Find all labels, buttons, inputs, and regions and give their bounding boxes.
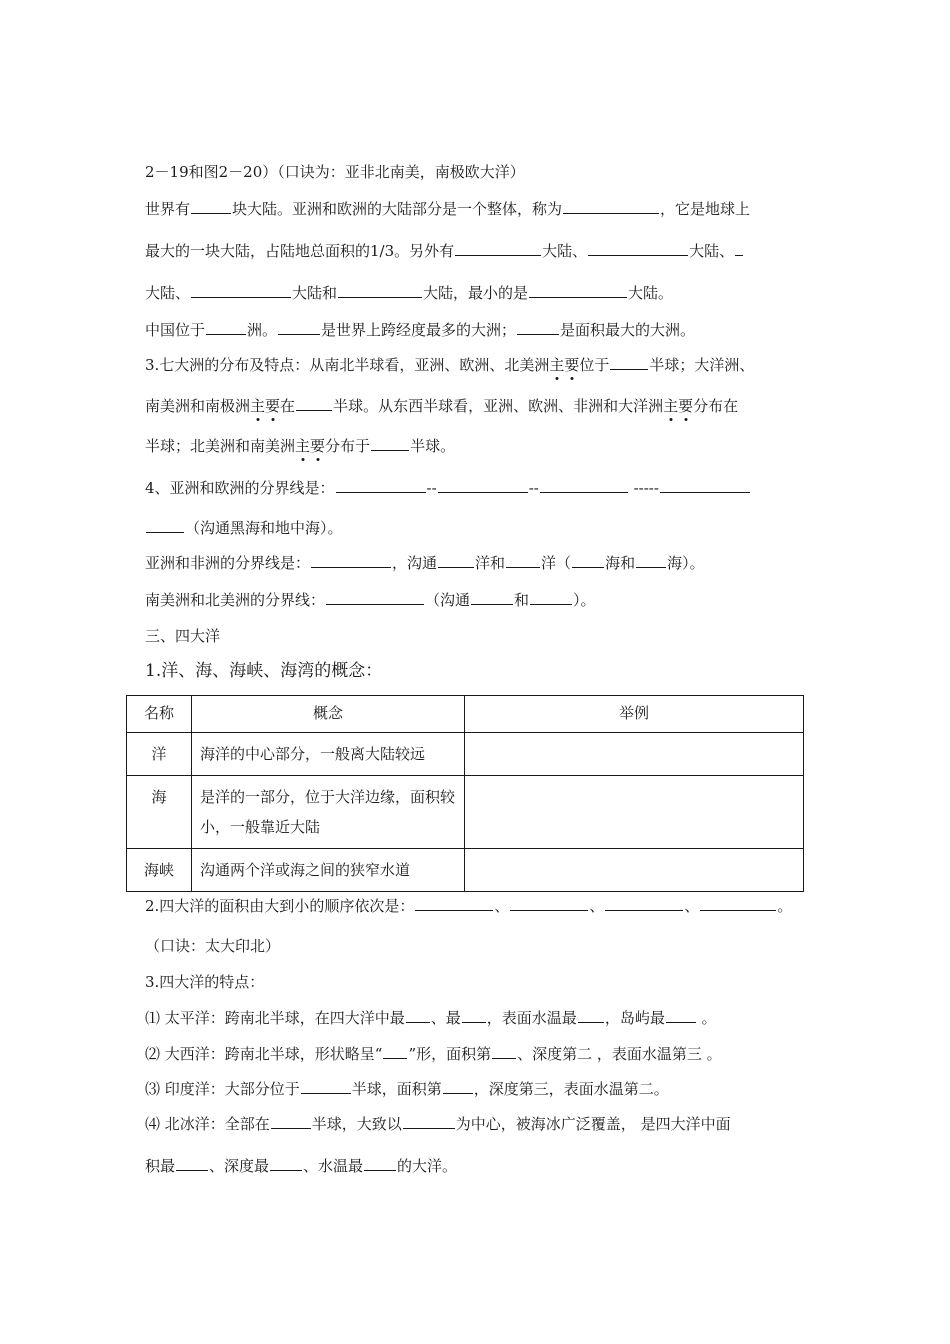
continents-line-2: 最大的一块大陆，占陆地总面积的1/3。另外有 大陆、 大陆、 [145,241,744,261]
blank[interactable] [146,518,184,533]
intro-line: 2－19和图2－20）（口诀为：亚非北南美，南极欧大洋） [145,163,525,181]
blank[interactable] [415,896,493,911]
header-name: 名称 [127,696,192,733]
blank[interactable] [438,553,474,568]
ocean-order-line: 2.四大洋的面积由大到小的顺序依次是： 、 、 、 。 [145,897,793,915]
indian-line: ⑶ 印度洋：大部分位于 半球，面积第 ，深度第三，表面水温第二。 [145,1080,669,1098]
row-name: 海 [127,776,192,849]
arctic-line-2: 积最 、深度最 、水温最 的大洋。 [145,1157,458,1175]
row-concept: 海洋的中心部分，一般离大陆较远 [192,733,465,776]
blank[interactable] [311,553,391,568]
mnemonic-line: （口诀：太大印北） [145,937,281,955]
blank[interactable] [296,396,332,411]
blank[interactable] [610,355,648,370]
blank[interactable] [471,590,513,605]
blank[interactable] [406,1008,430,1023]
blank[interactable] [578,1008,604,1023]
blank[interactable] [438,478,528,493]
blank[interactable] [517,320,559,335]
blank[interactable] [530,590,572,605]
blank[interactable] [636,553,666,568]
distribution-line-1: 3.七大洲的分布及特点：从南北半球看，亚洲、欧洲、北美洲主要位于 半球；大洋洲、 [145,356,755,374]
blank[interactable] [605,896,683,911]
header-concept: 概念 [192,696,465,733]
blank[interactable] [191,199,231,214]
blank[interactable] [510,896,588,911]
blank[interactable] [660,478,750,493]
blank[interactable] [403,1114,455,1129]
atlantic-line: ⑵ 大西洋：跨南北半球，形状略呈“ ”形，面积第 、深度第二 ，表面水温第三 。 [145,1045,722,1063]
row-concept: 沟通两个洋或海之间的狭窄水道 [192,849,465,892]
blank[interactable] [700,896,776,911]
row-example[interactable] [465,733,804,776]
blank[interactable] [563,199,659,214]
row-name: 海峡 [127,849,192,892]
blank[interactable] [572,553,604,568]
blank[interactable] [735,241,743,256]
blank[interactable] [176,1156,208,1171]
blank[interactable] [364,1156,396,1171]
row-name: 洋 [127,733,192,776]
blank[interactable] [371,436,409,451]
blank[interactable] [338,283,422,298]
continents-line-3: 大陆、 大陆和 大陆，最小的是 大陆。 [145,284,674,302]
blank[interactable] [492,1044,516,1059]
distribution-line-3: 半球；北美洲和南美洲主要分布于 半球。 [145,437,456,455]
table-row [127,733,804,776]
blank[interactable] [529,283,627,298]
china-line: 中国位于 洲。 是世界上跨经度最多的大洲； 是面积最大的大洲。 [145,321,696,339]
blank[interactable] [270,1156,302,1171]
row-example[interactable] [465,849,804,892]
blank[interactable] [336,478,426,493]
asia-europe-boundary-line-2: （沟通黑海和地中海）。 [145,518,343,538]
blank[interactable] [588,241,688,256]
continents-count-line: 世界有 块大陆。亚洲和欧洲的大陆部分是一个整体，称为 ，它是地球上 [145,200,751,218]
section-heading-oceans: 三、四大洋 [145,627,221,645]
blank[interactable] [462,1008,486,1023]
distribution-line-2: 南美洲和南极洲主要在 半球。从东西半球看，亚洲、欧洲、非洲和大洋洲主要分布在 [145,397,739,415]
blank[interactable] [506,553,540,568]
row-example[interactable] [465,776,804,849]
blank[interactable] [278,320,320,335]
ocean-features-heading: 3.四大洋的特点： [145,973,265,991]
concepts-heading: 1.洋、海、海峡、海湾的概念： [145,661,383,681]
blank[interactable] [301,1079,351,1094]
table-row [127,849,804,892]
blank[interactable] [666,1008,696,1023]
blank[interactable] [540,478,628,493]
header-example: 举例 [465,696,804,733]
table-row [127,776,804,849]
blank[interactable] [206,320,246,335]
blank[interactable] [326,590,424,605]
americas-boundary-line: 南美洲和北美洲的分界线： （沟通 和 ）。 [145,591,596,609]
blank[interactable] [455,241,541,256]
row-concept: 是洋的一部分，位于大洋边缘，面积较小，一般靠近大陆 [192,776,465,849]
pacific-line: ⑴ 太平洋：跨南北半球，在四大洋中最 、最 ，表面水温最 ，岛屿最 。 [145,1009,717,1027]
asia-africa-boundary-line: 亚洲和非洲的分界线是： ，沟通 洋和 洋（ 海和 海）。 [145,554,705,572]
blank[interactable] [443,1079,473,1094]
concepts-table [126,695,804,892]
arctic-line-1: ⑷ 北冰洋：全部在 半球，大致以 为中心，被海冰广泛覆盖， 是四大洋中面 [145,1115,731,1133]
blank[interactable] [383,1044,407,1059]
table-header-row [127,696,804,733]
blank[interactable] [271,1114,311,1129]
blank[interactable] [191,283,291,298]
asia-europe-boundary-line: 4、亚洲和欧洲的分界线是： -- -- ----- [145,478,751,498]
